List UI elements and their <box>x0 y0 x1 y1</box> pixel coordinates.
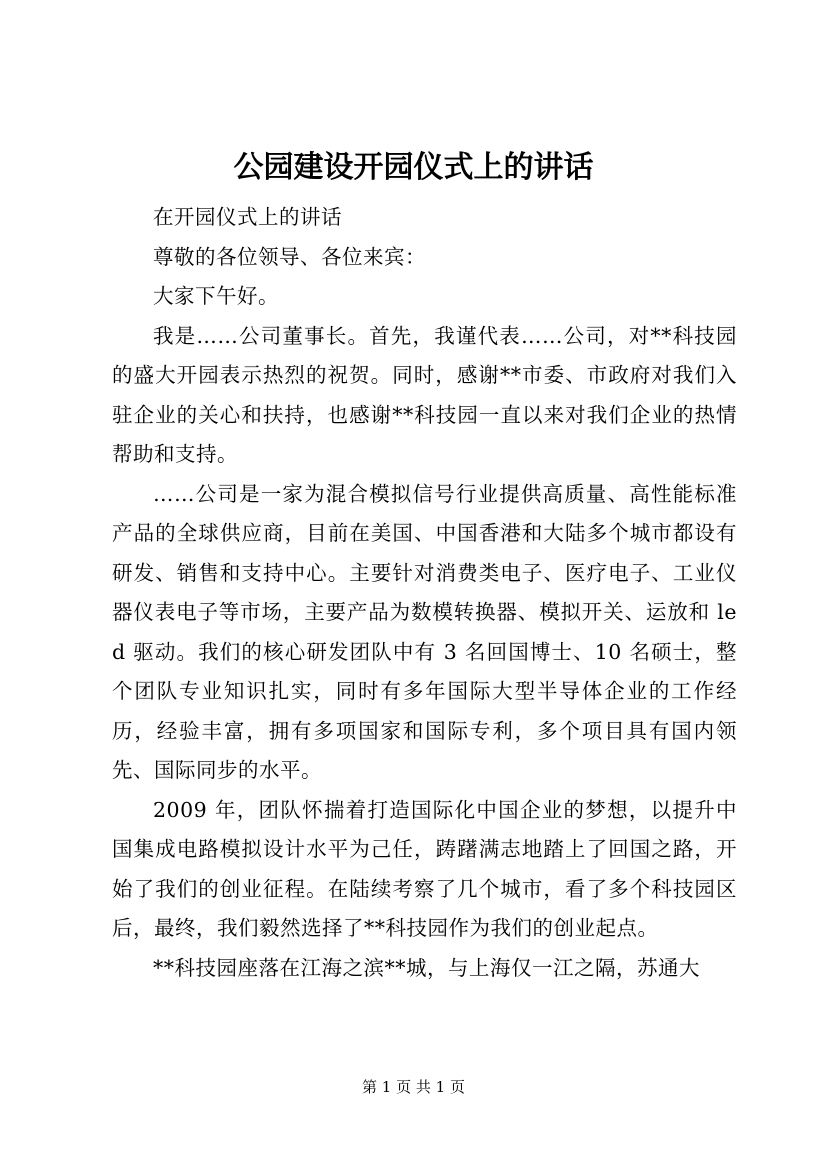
paragraph-company-profile: ……公司是一家为混合模拟信号行业提供高质量、高性能标准产品的全球供应商，目前在美国、中国香港和大陆多个城市都设有研发、销售和支持中心。主要针对消费类电子、医疗电子、工业仪器仪表电子等市场，主要产品为数模转换器、模拟开关、运放和 led 驱动。我们的核心研发团队中有 3 名回国博士、10 名硕士，整个团队专业知识扎实，同时有多年国际大型半导体企业的工作经历，经验丰富，拥有多项国家和国际专利，多个项目具有国内领先、国际同步的水平。 <box>112 481 737 782</box>
document-body <box>112 198 737 988</box>
paragraph-greeting: 大家下午好。 <box>153 284 279 308</box>
paragraph-salutation: 尊敬的各位领导、各位来宾： <box>153 244 426 269</box>
paragraph-location: **科技园座落在江海之滨**城，与上海仅一江之隔，苏通大 <box>153 955 700 980</box>
document-title: 公园建设开园仪式上的讲话 <box>233 150 594 185</box>
paragraph-introduction: 我是……公司董事长。首先，我谨代表……公司，对**科技园的盛大开园表示热烈的祝贺。同时，感谢**市委、市政府对我们入驻企业的关心和扶持，也感谢**科技园一直以来对我们企业的热情帮助和支持。 <box>112 323 737 466</box>
paragraph-subtitle: 在开园仪式上的讲话 <box>153 205 342 229</box>
paragraph-history: 2009 年，团队怀揣着打造国际化中国企业的梦想，以提升中国集成电路模拟设计水平为己任，踌躇满志地踏上了回国之路，开始了我们的创业征程。在陆续考察了几个城市，看了多个科技园区后，最终，我们毅然选择了**科技园作为我们的创业起点。 <box>112 797 737 940</box>
page-footer: 第 1 页 共 1 页 <box>362 1078 465 1096</box>
